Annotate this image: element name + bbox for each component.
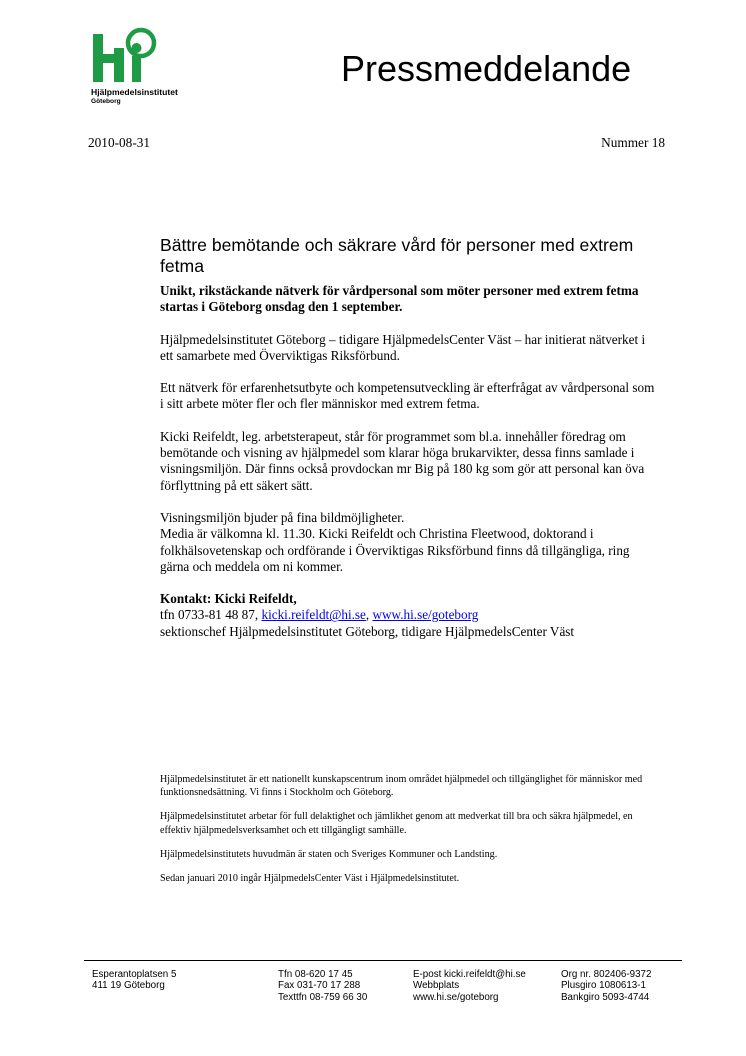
footer-divider	[84, 960, 682, 961]
contact-email-link[interactable]: kicki.reifeldt@hi.se	[261, 607, 366, 623]
footer-phones	[278, 969, 367, 1003]
article-paragraph: Ett nätverk för erfarenhetsutbyte och kompetensutveckling är efterfrågat av vårdpersonal som i sitt arbete möter fler och fler människor med extrem fetma.	[160, 380, 655, 412]
contact-title: sektionschef Hjälpmedelsinstitutet Göteborg, tidigare HjälpmedelsCenter Väst	[160, 623, 575, 639]
media-line: Media är välkomna kl. 11.30. Kicki Reifeldt och Christina Fleetwood, doktorand i folkhälsovetenskap och ordförande i Överviktigas Riksförbund finns då tillgängliga, ring gärna och meddela om ni kommer.	[160, 526, 630, 574]
article-lead: Unikt, rikstäckande nätverk för vårdpersonal som möter personer med extrem fetma startas i Göteborg onsdag den 1 september.	[160, 283, 639, 315]
contact-name: Kontakt: Kicki Reifeldt,	[160, 591, 297, 607]
contact-separator: ,	[365, 607, 373, 623]
release-number: Nummer 18	[601, 135, 665, 150]
footer-line: Fax 031-70 17 288	[278, 980, 361, 992]
article-paragraph: Kicki Reifeldt, leg. arbetsterapeut, står för programmet som bl.a. innehåller föredrag om bemötande och visning av hjälpmedel som klarar höga brukarvikter, dessa finns samlade i visningsmiljön. Där finns också provdockan mr Big på 180 kg som gör att personal kan öva förflyttning på ett säkert sätt.	[160, 428, 645, 493]
footer-org	[561, 969, 651, 1003]
about-paragraph: Hjälpmedelsinstitutet arbetar för full delaktighet och jämlikhet genom att medverkat till bra och säkra hjälpmedel, en effektiv hjälpmedelsverksamhet och ett tillgängligt samhälle.	[160, 811, 633, 836]
footer-line: Esperantoplatsen 5	[92, 969, 177, 980]
contact-website-link[interactable]: www.hi.se/goteborg	[372, 607, 479, 623]
article-paragraph: Hjälpmedelsinstitutet Göteborg – tidigare HjälpmedelsCenter Väst – har initierat nätverket i ett samarbete med Överviktigas Riksförbund.	[160, 331, 646, 363]
about-section	[160, 773, 650, 896]
about-paragraph: Hjälpmedelsinstitutets huvudmän är staten och Sveriges Kommuner och Landsting.	[160, 848, 498, 860]
footer-line: 411 19 Göteborg	[92, 980, 165, 992]
footer-web	[413, 969, 526, 1003]
footer-line: Org nr. 802406-9372	[561, 969, 652, 980]
footer-line: Bankgiro 5093-4744	[561, 991, 650, 1003]
hi-logo	[86, 26, 216, 112]
release-date: 2010-08-31	[88, 135, 151, 150]
contact-block	[160, 591, 660, 640]
media-info	[160, 510, 660, 575]
article-body	[160, 235, 660, 640]
hi-logo-mark-icon	[86, 26, 166, 88]
logo-city: Göteborg	[91, 98, 121, 105]
footer-line: Texttfn 08-759 66 30	[278, 991, 368, 1003]
footer-line: E-post kicki.reifeldt@hi.se	[413, 969, 526, 980]
about-paragraph: Hjälpmedelsinstitutet är ett nationellt kunskapscentrum inom området hjälpmedel och tillgänglighet för människor med funktionsnedsättning. Vi finns i Stockholm och Göteborg.	[160, 774, 643, 799]
about-paragraph: Sedan januari 2010 ingår HjälpmedelsCenter Väst i Hjälpmedelsinstitutet.	[160, 873, 460, 885]
document-type-title: Pressmeddelande	[341, 48, 632, 89]
footer-line: Tfn 08-620 17 45	[278, 969, 353, 980]
footer-line: www.hi.se/goteborg	[413, 991, 499, 1003]
footer-line: Webbplats	[413, 980, 460, 992]
footer-address	[92, 969, 176, 992]
logo-name: Hjälpmedelsinstitutet	[91, 87, 178, 97]
footer-line: Plusgiro 1080613-1	[561, 980, 646, 992]
media-line: Visningsmiljön bjuder på fina bildmöjligheter.	[160, 509, 405, 525]
article-headline: Bättre bemötande och säkrare vård för personer med extrem fetma	[160, 235, 634, 276]
contact-phone: tfn 0733-81 48 87,	[160, 607, 262, 623]
